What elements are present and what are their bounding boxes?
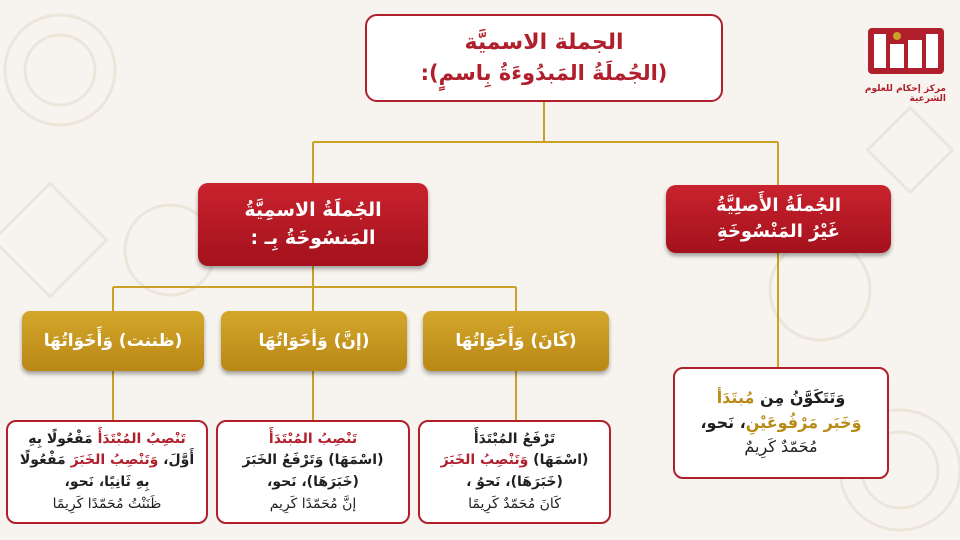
plain-text: ، نَحو،	[700, 412, 746, 432]
logo-mark-icon	[866, 20, 946, 82]
category-label: (إنَّ) وَأخَوَاتُهَا	[258, 331, 370, 351]
highlight-text: وَتَنْصِبُ الخَبَرَ	[70, 452, 159, 469]
inna-sisters-node	[221, 311, 407, 371]
root-title: الجملة الاسميَّة	[464, 29, 624, 55]
root-subtitle: (الجُملَةُ المَبدُوءَةُ بِاسمٍ):	[420, 60, 668, 85]
plain-text: (خَبَرَهَا)، نَحو،	[267, 474, 359, 490]
plain-text: (اسْمَهَا) وَتَرْفَعُ الخَبَرَ	[242, 452, 384, 469]
plain-text: (اسْمَهَا)	[528, 452, 589, 469]
highlight-text: وَتَنْصِبُ الخَبَرَ	[440, 452, 529, 469]
plain-text: مَفْعُولًا بِهِ ثَانِيًا، نَحو،	[19, 452, 150, 490]
root-node	[365, 14, 723, 102]
description-text	[14, 429, 200, 494]
kana-sisters-node	[423, 311, 609, 371]
node-label-line1: الجُملَةُ الأَصلِيَّةُ	[715, 194, 842, 216]
example-text: إنَّ مُحَمّدًا كَرِيم	[269, 495, 357, 512]
highlight-text: مُبتَدَأ	[716, 387, 755, 407]
highlight-text: تَنْصِبُ المُبْتَدَأَ	[268, 430, 358, 447]
logo-caption: مركز إحكام للعلوم الشرعية	[864, 84, 946, 104]
plain-text: (خَبَرَهَا)، نَحوُ ،	[466, 474, 563, 490]
category-label: (كَانَ) وَأَخَوَاتُهَا	[455, 331, 577, 351]
zanna-description	[6, 420, 208, 524]
plain-text: وَتَتَكَوَّنُ مِن	[754, 387, 846, 407]
category-label: (ظننت) وَأَخَوَاتُهَا	[43, 331, 183, 351]
kana-description	[418, 420, 611, 524]
plain-text: مَفْعُولًا بِهِ أَوَّلَ،	[28, 430, 195, 469]
node-label-line2: المَنسُوخَةُ بِـ :	[250, 226, 376, 249]
node-label-line2: غَيْرُ المَنْسُوخَةِ	[717, 221, 840, 242]
example-text: ظَنَنْتُ مُحَمّدًا كَرِيمًا	[52, 495, 162, 512]
original-nominal-sentence-node	[666, 185, 891, 253]
brand-logo	[864, 20, 946, 104]
description-line	[700, 411, 861, 436]
description-line	[441, 450, 589, 472]
example-text: كَانَ مُحَمّدٌ كَرِيمًا	[468, 495, 561, 512]
highlight-text: وَخَبَر مَرْفُوعَيْنِ	[745, 412, 862, 432]
nominal-description	[673, 367, 889, 479]
description-line	[717, 386, 846, 411]
inna-description	[216, 420, 410, 524]
zanna-sisters-node	[22, 311, 204, 371]
example-text: مُحَمّدٌ كَرِيمٌ	[744, 437, 818, 457]
abrogated-nominal-sentence-node	[198, 183, 428, 266]
plain-text: تَرْفَعُ المُبْتَدَأَ	[473, 430, 556, 447]
highlight-text: تَنْصِبُ المُبْتَدَأَ	[97, 430, 186, 447]
node-label-line1: الجُملَةُ الاسمِيَّةُ	[244, 198, 382, 221]
